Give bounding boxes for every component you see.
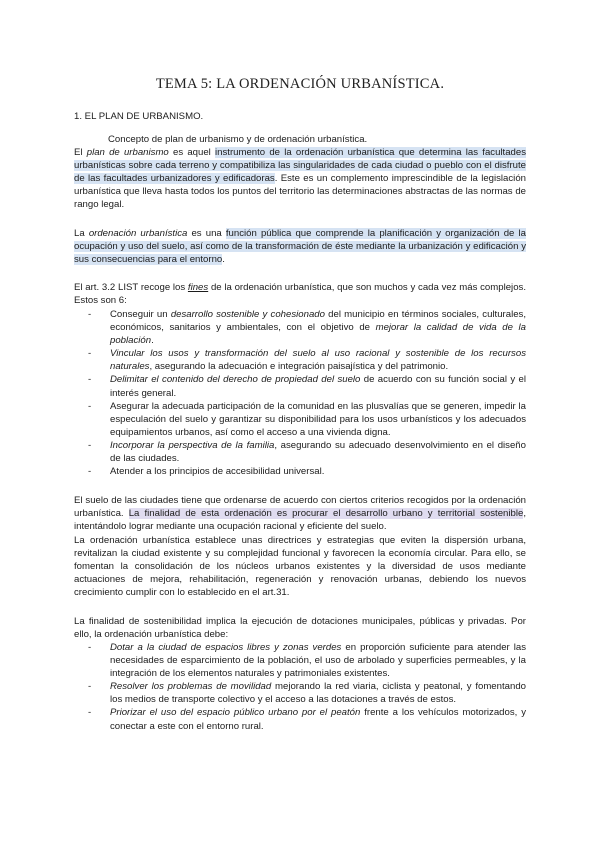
highlight: función pública que comprende la planificación y organización de la ocupación y uso del suelo, así como de la transformación de éste mediante la urbanización y edificación y sus consecuencias para el entorno [74,228,526,266]
term-ordenacion: ordenación urbanística [88,228,188,239]
subheading: Concepto de plan de urbanismo y de ordenación urbanística. [108,134,368,145]
paragraph-sostenibilidad: La finalidad de sostenibilidad implica la ejecución de dotaciones municipales, públicas y privadas. Por ello, la ordenación urbanística debe: [74,616,526,641]
highlight: instrumento de la ordenación urbanística que determina las facultades urbanísticas sobre cada terreno y compatibiliza las singularidades de cada ciudad o pueblo con el disfrute de las facultades urbanizadores y edificadoras [74,147,527,185]
term-plan-urbanismo: plan de urbanismo [86,147,169,158]
paragraph-fines-intro: El art. 3.2 LIST recoge los fines de la ordenación urbanística, que son muchos y cada vez más complejos. Estos son 6: [74,282,526,307]
page-title: TEMA 5: LA ORDENACIÓN URBANÍSTICA. [155,76,445,92]
list-item: - Dotar a la ciudad de espacios libres y zonas verdes en proporción suficiente para atender las necesidades de esparcimiento de la población, el uso de arbolado y superficies permeables, y la integración de los elementos naturales y patrimoniales existentes. [88,641,526,680]
highlight: La finalidad de esta ordenación es procurar el desarrollo urbano y territorial sostenible [128,508,524,520]
list-item: - Asegurar la adecuada participación de la comunidad en las plusvalías que se generen, impedir la especulación del suelo y garantizar su disponibilidad para los usos urbanísticos y los adecuados equipamientos urbanos, así como el acceso a una vivienda digna. [88,400,526,439]
list-item: - Delimitar el contenido del derecho de propiedad del suelo de acuerdo con su función social y el interés general. [88,373,526,399]
paragraph-plan-urbanismo: El plan de urbanismo es aquel instrumento de la ordenación urbanística que determina las facultades urbanísticas sobre cada terreno y compatibiliza las singularidades de cada ciudad o pueblo con el disfrute de las facultades urbanizadores y edificadoras. Este es un complemento imprescindible de la legislación urbanística que lleva hasta todos los puntos del territorio las determinaciones abstractas de las normas de rango legal. [74,147,527,211]
fines-list [88,308,526,478]
list-item: - Atender a los principios de accesibilidad universal. [88,465,526,478]
list-item: - Conseguir un desarrollo sostenible y cohesionado del municipio en términos sociales, culturales, económicos, sanitarios y ambientales, con el objetivo de mejorar la calidad de vida de la población. [88,308,526,347]
term-fines: fines [187,282,209,293]
list-item: - Resolver los problemas de movilidad mejorando la red viaria, ciclista y peatonal, y fomentando los medios de transporte colectivo y el acceso a las dotaciones a través de estos. [88,680,526,706]
section-heading: 1. EL PLAN DE URBANISMO. [74,111,204,122]
paragraph-ordenacion: La ordenación urbanística es una función pública que comprende la planificación y organización de la ocupación y uso del suelo, así como de la transformación de éste mediante la urbanización y edificación y sus consecuencias para el entorno. [74,228,526,266]
list-item: - Incorporar la perspectiva de la familia, asegurando su adecuado desenvolvimiento en el diseño de las ciudades. [88,439,526,465]
list-item: - Vincular los usos y transformación del suelo al uso racional y sostenible de los recursos naturales, asegurando la adecuación e integración paisajística y del patrimonio. [88,347,526,373]
paragraph-suelo: El suelo de las ciudades tiene que ordenarse de acuerdo con ciertos criterios recogidos por la ordenación urbanística. La finalidad de esta ordenación es procurar el desarrollo urbano y territorial sostenible, intentándolo lograr mediante una ocupación racional y eficiente del suelo. [74,495,526,533]
debe-list [88,641,526,733]
paragraph-directrices: La ordenación urbanística establece unas directrices y estrategias que eviten la dispersión urbana, revitalizan la ciudad existente y su complejidad funcional y favorecen la economía circular. Para ello, se fomentan la consolidación de los núcleos urbanos existentes y la diversidad de usos mediante actuaciones de mejora, rehabilitación, regeneración y renovación urbanas, debiendo los nuevos crecimiento cumplir con lo establecido en el art.31. [74,535,526,599]
list-item: - Priorizar el uso del espacio público urbano por el peatón frente a los vehículos motorizados, y conectar a este con el entorno rural. [88,706,526,732]
